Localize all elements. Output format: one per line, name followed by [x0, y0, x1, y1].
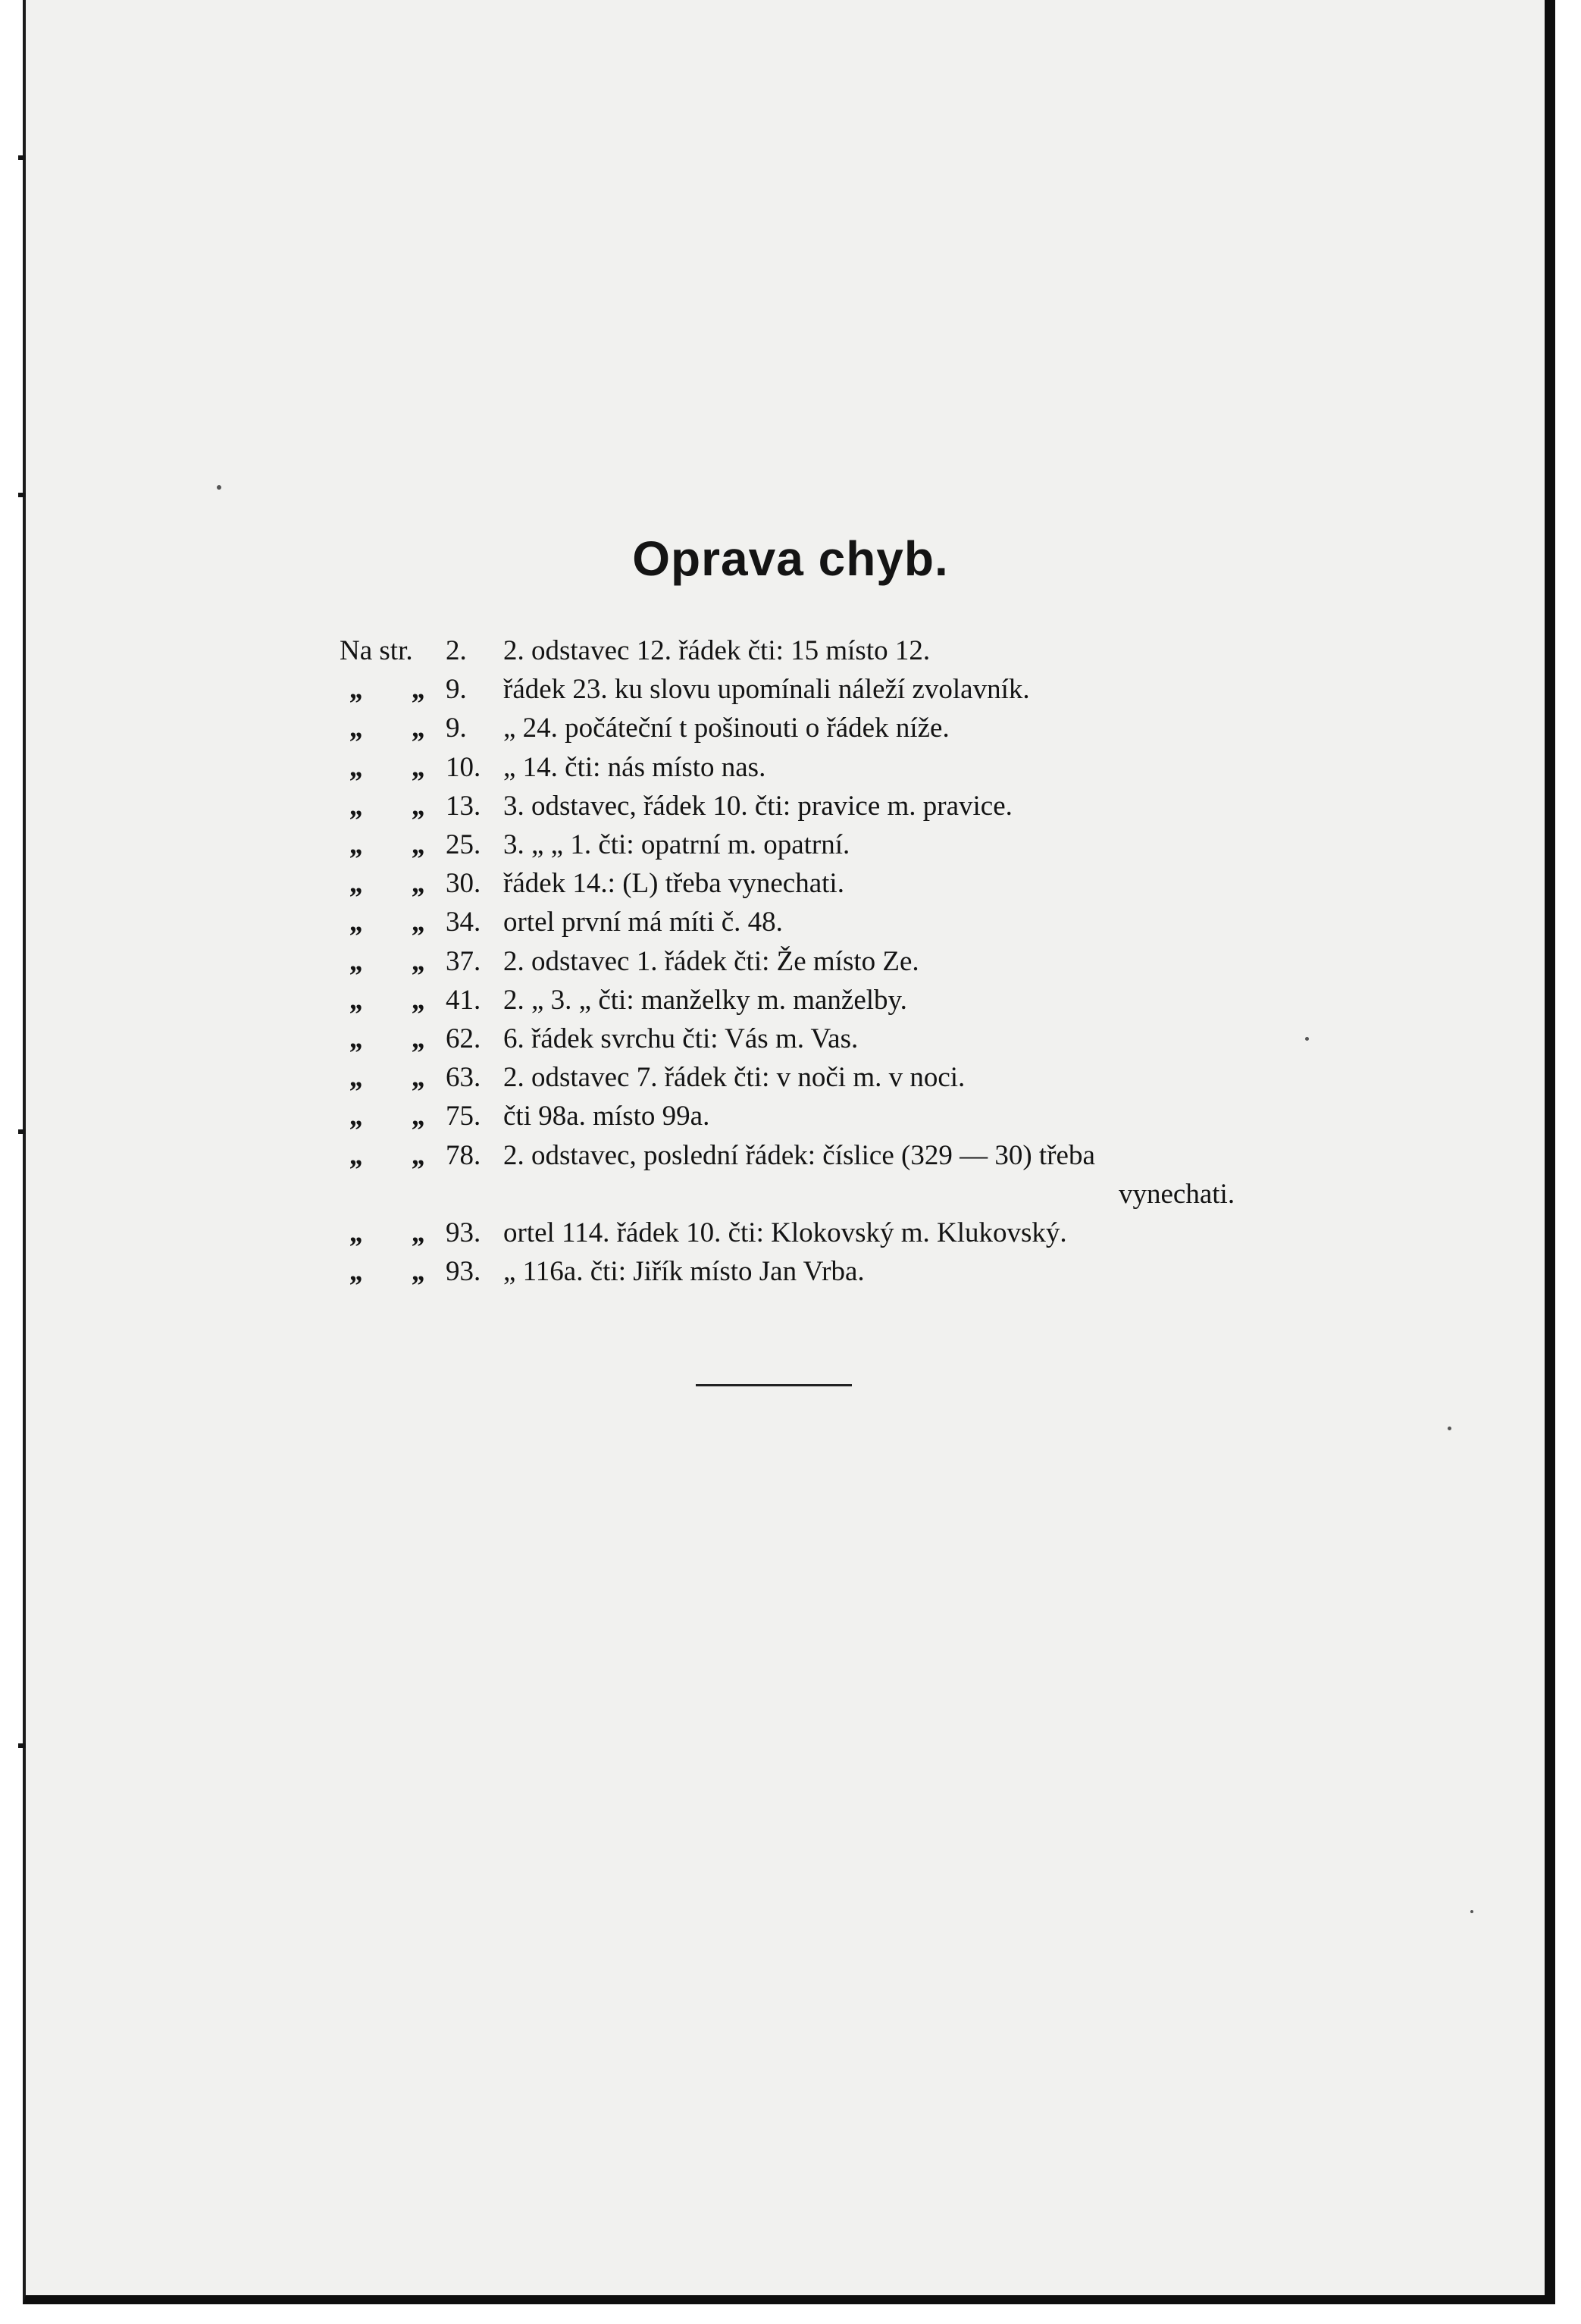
- speck: [1470, 1910, 1473, 1913]
- ditto-mark: „: [412, 868, 427, 900]
- ditto-mark: „: [350, 1023, 365, 1054]
- spine-mark-top: [18, 155, 26, 160]
- ditto-mark: „: [412, 984, 427, 1016]
- errata-continuation: vynechati.: [1119, 1178, 1235, 1210]
- errata-page-number: 93.: [446, 1256, 481, 1288]
- ditto-mark: „: [412, 945, 427, 977]
- spine-mark-bottom: [18, 1743, 26, 1748]
- ditto-mark: „: [350, 829, 365, 860]
- ditto-mark: „: [412, 1139, 427, 1171]
- closing-rule: [696, 1384, 852, 1386]
- ditto-mark: „: [412, 1023, 427, 1054]
- ditto-mark: „: [412, 1217, 427, 1248]
- ditto-mark: „: [350, 674, 365, 706]
- ditto-mark: „: [412, 1101, 427, 1132]
- ditto-mark: „: [350, 1139, 365, 1171]
- errata-page-number: 93.: [446, 1217, 481, 1248]
- errata-correction: čti 98a. místo 99a.: [503, 1101, 710, 1132]
- page-title: Oprava chyb.: [632, 531, 949, 586]
- ditto-mark: „: [350, 790, 365, 822]
- errata-page-number: 63.: [446, 1062, 481, 1094]
- errata-page-number: 9.: [446, 674, 467, 706]
- errata-correction: 2. odstavec 12. řádek čti: 15 místo 12.: [503, 635, 931, 666]
- errata-page-number: 10.: [446, 751, 481, 783]
- errata-page-number: 13.: [446, 790, 481, 822]
- ditto-mark: „: [350, 1101, 365, 1132]
- errata-page-number: 41.: [446, 984, 481, 1016]
- speck: [217, 485, 221, 490]
- ditto-mark: „: [412, 790, 427, 822]
- ditto-mark: „: [412, 713, 427, 744]
- errata-correction: 2. odstavec 1. řádek čti: Že místo Ze.: [503, 945, 919, 977]
- ditto-mark: „: [350, 945, 365, 977]
- ditto-mark: „: [412, 829, 427, 860]
- errata-correction: 2. odstavec, poslední řádek: číslice (329 — 30) třeba: [503, 1139, 1095, 1171]
- errata-correction: 3. „ „ 1. čti: opatrní m. opatrní.: [503, 829, 850, 860]
- errata-correction: ortel první má míti č. 48.: [503, 907, 783, 938]
- errata-page-number: 25.: [446, 829, 481, 860]
- errata-correction: 2. „ 3. „ čti: manželky m. manželby.: [503, 984, 907, 1016]
- ditto-mark: „: [350, 868, 365, 900]
- prefix-label: Na str.: [340, 635, 413, 666]
- speck: [1305, 1037, 1309, 1041]
- errata-correction: řádek 23. ku slovu upomínali náleží zvolavník.: [503, 674, 1030, 706]
- errata-correction: ortel 114. řádek 10. čti: Klokovský m. Klukovský.: [503, 1217, 1067, 1248]
- errata-page-number: 37.: [446, 945, 481, 977]
- ditto-mark: „: [412, 907, 427, 938]
- errata-correction: 2. odstavec 7. řádek čti: v noči m. v noci.: [503, 1062, 966, 1094]
- spine-mark-low: [18, 1129, 26, 1134]
- ditto-mark: „: [350, 713, 365, 744]
- errata-page-number: 9.: [446, 713, 467, 744]
- ditto-mark: „: [350, 1256, 365, 1288]
- ditto-mark: „: [350, 1217, 365, 1248]
- errata-page-number: 78.: [446, 1139, 481, 1171]
- errata-page-number: 34.: [446, 907, 481, 938]
- spine-mark-mid: [18, 493, 26, 497]
- ditto-mark: „: [350, 1062, 365, 1094]
- errata-correction: „ 116a. čti: Jiřík místo Jan Vrba.: [503, 1256, 865, 1288]
- errata-correction: řádek 14.: (L) třeba vynechati.: [503, 868, 844, 900]
- errata-correction: 3. odstavec, řádek 10. čti: pravice m. pravice.: [503, 790, 1013, 822]
- errata-page-number: 75.: [446, 1101, 481, 1132]
- ditto-mark: „: [412, 674, 427, 706]
- errata-correction: „ 14. čti: nás místo nas.: [503, 751, 766, 783]
- errata-page-number: 30.: [446, 868, 481, 900]
- ditto-mark: „: [350, 907, 365, 938]
- ditto-mark: „: [412, 751, 427, 783]
- errata-correction: 6. řádek svrchu čti: Vás m. Vas.: [503, 1023, 859, 1054]
- errata-correction: „ 24. počáteční t pošinouti o řádek níže.: [503, 713, 950, 744]
- ditto-mark: „: [350, 984, 365, 1016]
- ditto-mark: „: [412, 1062, 427, 1094]
- errata-page-number: 62.: [446, 1023, 481, 1054]
- errata-page-number: 2.: [446, 635, 467, 666]
- speck: [1448, 1427, 1451, 1430]
- ditto-mark: „: [412, 1256, 427, 1288]
- ditto-mark: „: [350, 751, 365, 783]
